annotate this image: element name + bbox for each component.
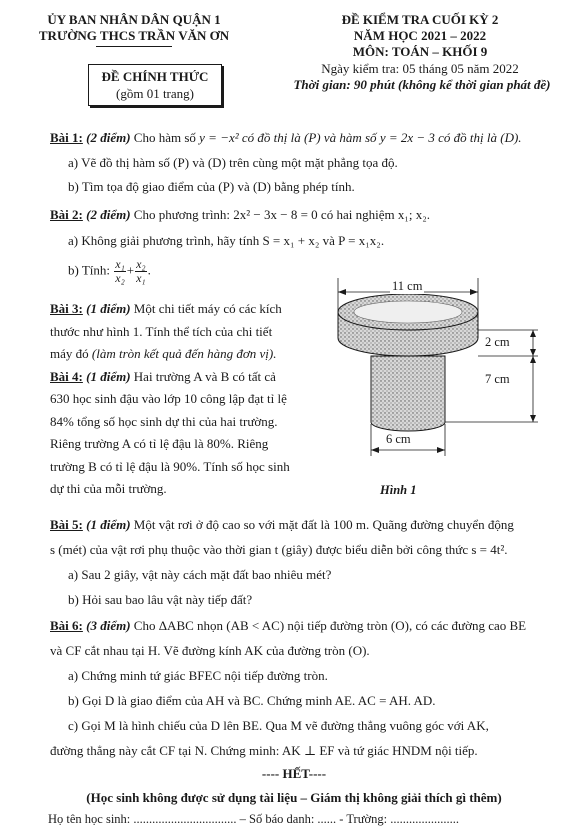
bai2-plus: + bbox=[126, 262, 135, 278]
bai5-text-1: Một vật rơi ở độ cao so với mặt đất là 100 m. Quãng đường chuyển động bbox=[133, 517, 514, 532]
exam-title: ĐỀ KIỂM TRA CUỐI KỲ 2 bbox=[341, 12, 499, 27]
bai1-header bbox=[50, 130, 522, 146]
official-box bbox=[88, 64, 222, 106]
bai6-line-2: và CF cắt nhau tại H. Vẽ đường kính AK của đường tròn (O). bbox=[50, 643, 370, 658]
bai3-text-3a: máy đó bbox=[50, 346, 89, 361]
bai5-line-1 bbox=[50, 517, 514, 533]
bai1-label: Bài 1: bbox=[50, 130, 83, 145]
bai2-fraction-1 bbox=[114, 258, 126, 285]
bai6-points: (3 điểm) bbox=[86, 618, 131, 633]
end-marker: ---- HẾT---- bbox=[261, 766, 327, 781]
bai6-part-b: b) Gọi D là giao điểm của AH và BC. Chứng minh AE. AC = AH. AD. bbox=[68, 693, 436, 708]
bottom-cylinder bbox=[371, 356, 445, 431]
bai3-block bbox=[50, 298, 320, 501]
bai4-line-2: 630 học sinh đậu vào lớp 10 công lập đạt tỉ lệ bbox=[50, 391, 287, 406]
frac1-denominator: x₂ bbox=[115, 271, 125, 285]
bai3-line-1 bbox=[50, 298, 320, 321]
bai4-points: (1 điểm) bbox=[86, 368, 131, 384]
bai5-part-a: a) Sau 2 giây, vật này cách mặt đất bao nhiêu mét? bbox=[68, 567, 332, 582]
bai2-part-a: a) Không giải phương trình, hãy tính S = x₁ + x₂ và P = x₁x₂. bbox=[68, 233, 385, 248]
bai5-part-b: b) Hỏi sau bao lâu vật này tiếp đất? bbox=[68, 592, 253, 607]
bai4-line-3: 84% tổng số học sinh dự thi của hai trường. bbox=[50, 413, 278, 429]
bai5-line-2: s (mét) của vật rơi phụ thuộc vào thời gian t (giây) được biểu diễn bởi công thức s = 4t². bbox=[50, 542, 508, 557]
bai2-b-prefix: b) Tính: bbox=[68, 262, 111, 278]
student-info-fields: Họ tên học sinh: ................................. – Số báo danh: ...... - Trường: ...................... bbox=[48, 812, 459, 826]
header-agency: ỦY BAN NHÂN DÂN QUẬN 1 bbox=[47, 12, 221, 27]
frac1-numerator: x₁ bbox=[115, 257, 125, 271]
bai2-label: Bài 2: bbox=[50, 207, 83, 222]
bai1-formula-d: y = 2x − 3 có đồ thị là (D). bbox=[379, 130, 522, 145]
bai3-label: Bài 3: bbox=[50, 301, 83, 316]
bai6-label: Bài 6: bbox=[50, 618, 83, 633]
bai2-points: (2 điểm) bbox=[86, 207, 131, 222]
machine-part-figure bbox=[320, 272, 560, 502]
bai1-points: (2 điểm) bbox=[86, 130, 131, 145]
subject: MÔN: TOÁN – KHỐI 9 bbox=[352, 44, 488, 59]
bai2-dot: . bbox=[147, 262, 151, 278]
bai1-part-a: a) Vẽ đồ thị hàm số (P) và (D) trên cùng một mặt phẳng tọa độ. bbox=[68, 155, 398, 170]
bai3-line-2: thước như hình 1. Tính thể tích của chi tiết bbox=[50, 323, 273, 339]
top-cylinder bbox=[338, 294, 478, 356]
label-bottom-width: 6 cm bbox=[386, 432, 411, 446]
exam-duration: Thời gian: 90 phút (không kể thời gian phát đề) bbox=[293, 77, 551, 92]
bai5-points: (1 điểm) bbox=[86, 517, 131, 532]
bai4-line-5: trường B có tỉ lệ đậu là 90%. Tính số học sinh bbox=[50, 458, 290, 474]
frac2-numerator: x₂ bbox=[136, 257, 146, 271]
label-top-width: 11 cm bbox=[392, 279, 423, 293]
bai4-text-1: Hai trường A và B có tất cả bbox=[133, 368, 276, 384]
bai2-fraction-2 bbox=[135, 258, 147, 285]
bai6-part-a: a) Chứng minh tứ giác BFEC nội tiếp đường tròn. bbox=[68, 668, 328, 683]
bai3-line-3 bbox=[50, 343, 320, 366]
header-school: TRƯỜNG THCS TRẦN VĂN ƠN bbox=[38, 28, 230, 43]
bai6-part-c-1: c) Gọi M là hình chiếu của D lên BE. Qua M vẽ đường thẳng vuông góc với AK, bbox=[68, 718, 489, 733]
bai4-line-6: dự thi của mỗi trường. bbox=[50, 481, 167, 496]
footer-note: (Học sinh không được sử dụng tài liệu – Giám thị không giải thích gì thêm) bbox=[86, 790, 502, 805]
figure-caption: Hình 1 bbox=[380, 483, 417, 497]
bai6-text-1: Cho ΔABC nhọn (AB < AC) nội tiếp đường tròn (O), có các đường cao BE bbox=[133, 618, 527, 633]
bai1-formula-p: y = −x² có đồ thị là (P) và hàm số bbox=[199, 130, 377, 145]
bai2-header bbox=[50, 207, 430, 223]
official-title: ĐỀ CHÍNH THỨC bbox=[101, 69, 209, 84]
bai3-text-3b: (làm tròn kết quả đến hàng đơn vị). bbox=[91, 346, 277, 361]
bai2-text: Cho phương trình: 2x² − 3x − 8 = 0 có hai nghiệm x₁; x₂. bbox=[133, 207, 431, 222]
bai3-points: (1 điểm) bbox=[86, 301, 131, 316]
official-pages: (gồm 01 trang) bbox=[116, 86, 194, 101]
bai2-part-b bbox=[68, 258, 151, 285]
frac2-denominator: x₁ bbox=[136, 271, 146, 285]
bai4-line-4: Riêng trường A có tỉ lệ đậu là 80%. Riêng bbox=[50, 436, 269, 451]
bai6-part-c-2: đường thẳng này cắt CF tại N. Chứng minh: AK ⊥ EF và tứ giác HNDM nội tiếp. bbox=[50, 743, 478, 758]
bai1-text: Cho hàm số bbox=[133, 130, 196, 145]
label-top-height: 2 cm bbox=[485, 335, 510, 349]
header-divider bbox=[96, 46, 172, 47]
bai6-line-1 bbox=[50, 618, 526, 634]
school-year: NĂM HỌC 2021 – 2022 bbox=[353, 28, 487, 43]
bai1-part-b: b) Tìm tọa độ giao điểm của (P) và (D) bằng phép tính. bbox=[68, 179, 355, 194]
bai5-label: Bài 5: bbox=[50, 517, 83, 532]
bai4-line-1 bbox=[50, 366, 320, 389]
label-bottom-height: 7 cm bbox=[485, 372, 510, 386]
bai3-text-1: Một chi tiết máy có các kích bbox=[133, 301, 282, 316]
bai4-label: Bài 4: bbox=[50, 368, 83, 384]
exam-date: Ngày kiểm tra: 05 tháng 05 năm 2022 bbox=[321, 61, 519, 76]
